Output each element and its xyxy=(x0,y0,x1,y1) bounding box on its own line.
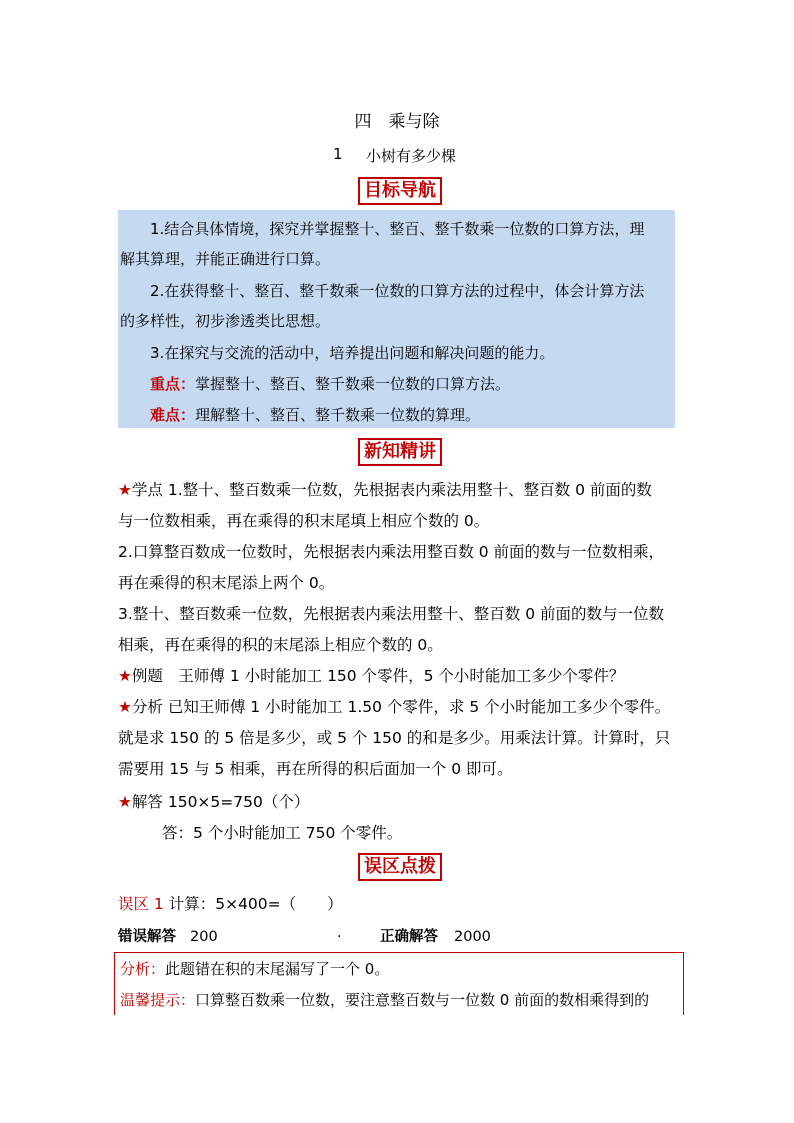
analysis-line: 就是求 150 的 5 倍是多少，或 5 个 150 的和是多少。用乘法计算。计算时，只 xyxy=(118,729,671,747)
goal-line: 的多样性，初步渗透类比思想。 xyxy=(120,312,331,330)
example-text: 王师傅 1 小时能加工 150 个零件，5 个小时能加工多少个零件？ xyxy=(162,667,625,685)
study-line: 相乘，再在乘得的积的末尾添上相应个数的 0。 xyxy=(118,636,443,654)
hint-tip xyxy=(120,989,649,1010)
analysis-label: 分析 xyxy=(131,698,163,716)
study-line: 2.口算整百数成一位数时，先根据表内乘法用整百数 0 前面的数与一位数相乘， xyxy=(118,543,665,561)
lesson-title: 小树有多少棵 xyxy=(366,147,457,165)
difficulty-text: 理解整十、整百、整千数乘一位数的算理。 xyxy=(195,406,481,424)
study-line: 再在乘得的积末尾添上两个 0。 xyxy=(118,574,335,592)
goals-box xyxy=(118,210,675,428)
star-icon: ★ xyxy=(118,793,132,811)
wrong-answer-label: 错误解答 xyxy=(118,929,176,945)
hint-tip-text: 口算整百数乘一位数，要注意整百数与一位数 0 前面的数相乘得到的 xyxy=(195,991,650,1009)
right-answer-value: 2000 xyxy=(454,929,491,945)
right-answer-label: 正确解答 xyxy=(380,929,438,945)
key-point xyxy=(150,373,510,394)
lesson-number: 1 xyxy=(333,145,343,163)
difficulty-label: 难点： xyxy=(150,406,196,424)
study-line: 与一位数相乘，再在乘得的积末尾填上相应个数的 0。 xyxy=(118,512,490,530)
star-icon: ★ xyxy=(118,481,132,499)
answer-label: 解答 xyxy=(131,793,163,811)
answer-sentence: 答：5 个小时能加工 750 个零件。 xyxy=(162,824,403,842)
wrong-answer xyxy=(118,925,218,946)
hint-analysis-label: 分析： xyxy=(120,960,166,978)
right-answer xyxy=(380,925,491,946)
goal-line: 1.结合具体情境，探究并掌握整十、整百、整千数乘一位数的口算方法，理 xyxy=(150,220,645,238)
hint-analysis xyxy=(120,958,389,979)
analysis-text: 已知王师傅 1 小时能加工 1.50 个零件，求 5 个小时能加工多少个零件。 xyxy=(162,698,671,716)
study-point-label: 学点 xyxy=(131,481,163,499)
answer-line xyxy=(118,790,309,812)
example-label: 例题 xyxy=(131,667,163,685)
unit-title: 四 乘与除 xyxy=(354,112,440,132)
mistake-zone-question: 计算：5×400=（ ） xyxy=(163,895,343,913)
star-icon: ★ xyxy=(118,698,132,716)
goals-heading: 目标导航 xyxy=(358,177,442,205)
analysis-line: 需要用 15 与 5 相乘，再在所得的积后面加一个 0 即可。 xyxy=(118,760,513,778)
key-point-text: 掌握整十、整百、整千数乘一位数的口算方法。 xyxy=(195,375,511,393)
hint-tip-label: 温馨提示： xyxy=(120,991,196,1009)
answer-formula: 150×5=750（个） xyxy=(162,793,310,811)
study-line: 3.整十、整百数乘一位数，先根据表内乘法用整十、整百数 0 前面的数与一位数 xyxy=(118,605,665,623)
key-point-label: 重点： xyxy=(150,375,196,393)
mistakes-heading: 误区点拨 xyxy=(358,853,442,881)
new-knowledge-heading: 新知精讲 xyxy=(358,438,442,466)
study-point-text: 1.整十、整百数乘一位数，先根据表内乘法用整十、整百数 0 前面的数 xyxy=(162,481,652,499)
star-icon: ★ xyxy=(118,667,132,685)
hint-analysis-text: 此题错在积的末尾漏写了一个 0。 xyxy=(165,960,390,978)
goal-line: 2.在获得整十、整百、整千数乘一位数的口算方法的过程中，体会计算方法 xyxy=(150,282,645,300)
goal-line: 3.在探究与交流的活动中，培养提出问题和解决问题的能力。 xyxy=(150,344,555,362)
mistake-zone-line xyxy=(118,892,343,914)
analysis-line xyxy=(118,695,670,717)
study-point-line xyxy=(118,478,652,500)
difficulty-point xyxy=(150,404,480,425)
goal-line: 解其算理，并能正确进行口算。 xyxy=(120,250,331,268)
dot-mark: . xyxy=(337,925,342,941)
wrong-answer-value: 200 xyxy=(190,929,218,945)
mistake-zone-label: 误区 1 xyxy=(118,895,164,913)
hint-box xyxy=(114,952,684,1015)
example-line xyxy=(118,664,624,686)
